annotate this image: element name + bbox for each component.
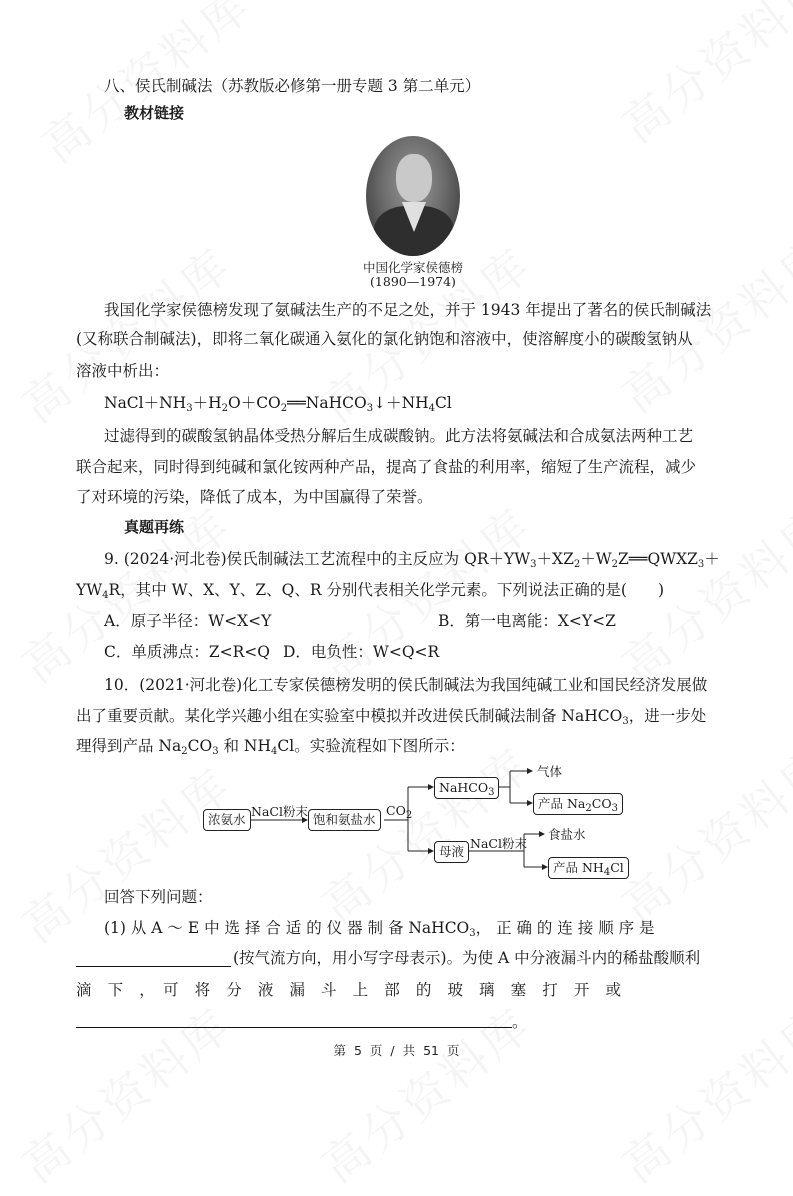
flow-label-nacl-powder-2: NaCl粉末 (470, 836, 527, 851)
eq-part: ══NaHCO (287, 394, 367, 412)
q9-text: Z══QWXZ (618, 550, 698, 568)
eq-part: Cl (435, 394, 452, 412)
flow-node-product-na2co3 (533, 793, 623, 815)
flow-output-brine: 食盐水 (548, 827, 586, 842)
flow-text: CO (386, 803, 406, 818)
q10-sub: 3 (212, 746, 219, 757)
answer-blank-2[interactable] (76, 1027, 512, 1028)
q9-sub: 2 (611, 559, 619, 570)
flow-label-nacl-powder: NaCl粉末 (251, 804, 308, 819)
flow-sub: 3 (488, 787, 495, 798)
flow-node-concentrated-ammonia: 浓氨水 (203, 809, 251, 831)
sub1-sub: 3 (469, 928, 476, 939)
q10-text: 出了重要贡献。某化学兴趣小组在实验室中模拟并改进侯氏制碱法制备 NaHCO (76, 707, 623, 725)
flow-node-mother-liquor: 母液 (434, 841, 469, 863)
flow-text: 产品 NH (553, 860, 604, 875)
eq-part: ↓＋NH (373, 394, 429, 412)
section-heading: 八、侯氏制碱法（苏教版必修第一册专题 3 第二单元） (104, 77, 481, 95)
question-10-stem: 10．(2021·河北卷)化工专家侯德榜发明的侯氏制碱法为我国纯碱工业和国民经济发展做 (104, 676, 708, 694)
eq-part: NaCl＋NH (104, 394, 187, 412)
q10-text: CO (187, 737, 213, 755)
flow-sub: 4 (603, 867, 611, 878)
flow-node-saturated-ammonia-brine: 饱和氨盐水 (308, 809, 381, 831)
practice-subheading: 真题再练 (124, 518, 185, 536)
q9-sub: 4 (102, 590, 109, 601)
paragraph-2-line: 了对环境的污染，降低了成本，为中国赢得了荣誉。 (76, 488, 433, 506)
option-d[interactable]: D．电负性：W<Q<R (283, 643, 440, 661)
paragraph-2-line: 过滤得到的碳酸氢钠晶体受热分解后生成碳酸钠。此方法将氨碱法和合成氨法两种工艺 (104, 427, 694, 445)
page-number: 第 5 页 / 共 51 页 (333, 1043, 460, 1058)
flow-label-co2 (386, 803, 413, 821)
eq-sub: 2 (221, 403, 228, 414)
flow-sub: 3 (611, 803, 618, 814)
q9-text: ＋ (704, 550, 720, 568)
answer-blank-1[interactable] (76, 966, 231, 967)
q10-sub: 2 (181, 746, 188, 757)
eq-part: O＋CO (227, 394, 281, 412)
flow-text: 产品 Na (538, 796, 586, 811)
textbook-link-subheading: 教材链接 (124, 104, 185, 122)
portrait-caption-name: 中国化学家侯德榜 (362, 260, 463, 275)
flow-text: NaHCO (439, 780, 489, 795)
eq-sub: 4 (428, 403, 436, 414)
q9-sub: 2 (573, 559, 581, 570)
flow-text: CO (591, 796, 612, 811)
sub-question-1-line-4-end: 。 (512, 1013, 528, 1031)
paragraph-1-line: 溶液中析出： (76, 362, 170, 380)
q9-text: ＋XZ (536, 550, 574, 568)
paragraph-2-line: 联合起来，同时得到纯碱和氯化铵两种产品，提高了食盐的利用率，缩短了生产流程，减少 (76, 458, 697, 476)
eq-sub: 3 (366, 403, 374, 414)
q9-text: 9. (2024·河北卷)侯氏制碱法工艺流程中的主反应为 QR＋YW (104, 550, 531, 568)
q10-sub: 3 (622, 716, 629, 727)
paragraph-1-line: 我国化学家侯德榜发现了氨碱法生产的不足之处，并于 1943 年提出了著名的侯氏制碱法 (104, 301, 712, 319)
q10-text: 和 NH (218, 737, 271, 755)
sub-question-1-line-3: 滴 下 ， 可 将 分 液 漏 斗 上 部 的 玻 璃 塞 打 开 或 (76, 981, 622, 999)
eq-part: ＋H (192, 394, 222, 412)
flow-text: Cl (610, 860, 624, 875)
flow-sub: 2 (405, 810, 413, 821)
answer-prompt: 回答下列问题： (104, 888, 213, 906)
q9-sub: 3 (697, 559, 705, 570)
flow-sub: 2 (585, 803, 592, 814)
option-c[interactable]: C．单质沸点：Z<R<Q (104, 643, 270, 661)
flow-node-product-nh4cl (548, 857, 629, 879)
paragraph-1-line: (又称联合制碱法)，即将二氧化碳通入氨化的氯化钠饱和溶液中，使溶解度小的碳酸氢钠从 (76, 330, 693, 348)
q10-sub: 4 (271, 746, 278, 757)
option-a[interactable]: A．原子半径：W<X<Y (104, 612, 272, 630)
eq-sub: 2 (280, 403, 288, 414)
sub-question-1-line-1 (104, 918, 655, 938)
q10-text: ，进一步处 (628, 707, 707, 725)
q9-text: ＋W (580, 550, 612, 568)
q9-text: R，其中 W、X、Y、Z、Q、R 分别代表相关化学元素。下列说法正确的是( ) (108, 581, 665, 599)
sub1-text: ， 正 确 的 连 接 顺 序 是 (475, 919, 655, 937)
eq-sub: 3 (186, 403, 193, 414)
q10-text: 理得到产品 Na (76, 737, 182, 755)
q9-sub: 3 (530, 559, 537, 570)
q10-text: Cl。实验流程如下图所示： (277, 737, 465, 755)
sub1-text: (1) 从 A ～ E 中 选 择 合 适 的 仪 器 制 备 NaHCO (104, 919, 470, 937)
flow-output-gas: 气体 (537, 764, 563, 779)
portrait-caption-years: (1890—1974) (370, 274, 456, 289)
flow-node-nahco3 (434, 777, 499, 799)
sub-question-1-line-2: (按气流方向，用小写字母表示)。为使 A 中分液漏斗内的稀盐酸顺利 (233, 949, 701, 967)
option-b[interactable]: B．第一电离能：X<Y<Z (438, 612, 616, 630)
q9-text: YW (76, 581, 103, 599)
